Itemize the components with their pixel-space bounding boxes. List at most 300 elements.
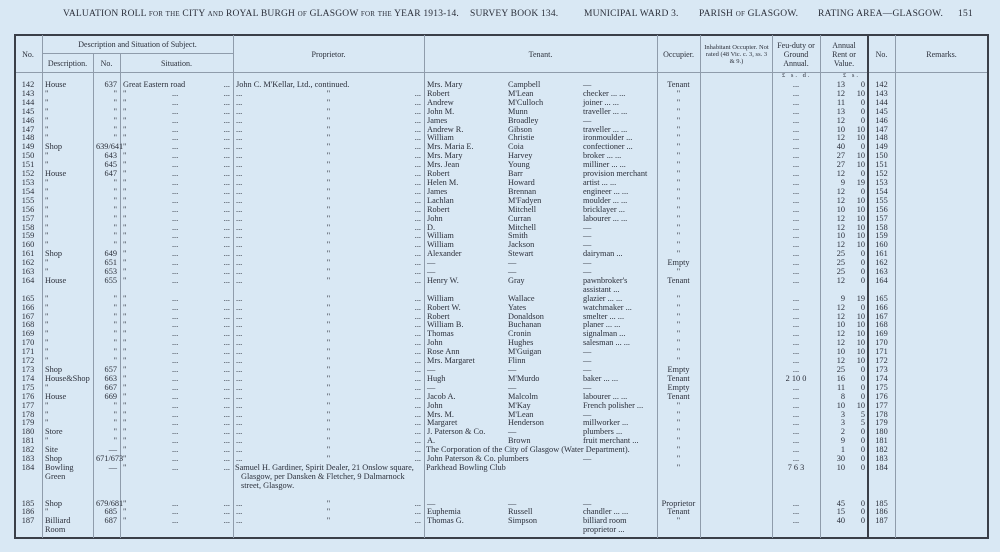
proprietor-part: ... (414, 329, 421, 339)
proprietor-part: ... (236, 293, 243, 303)
rent-pounds: 12 (836, 302, 845, 312)
remarks (895, 348, 988, 357)
situation-part: ... (223, 80, 230, 89)
situation-part: ... (223, 418, 230, 428)
situation-part: ... (171, 293, 179, 303)
feu-duty: ... (792, 302, 800, 312)
street-number: 643 (104, 151, 117, 161)
entry-number: 166 (21, 302, 35, 312)
tenant-first-name: Margaret (427, 418, 458, 428)
rent-pounds: 12 (836, 275, 845, 285)
feu-duty: ... (792, 400, 800, 410)
remarks (895, 197, 988, 206)
proprietor-part: ... (414, 275, 421, 285)
street-number: 653 (104, 267, 117, 277)
rent-shillings: 19 (856, 293, 865, 303)
situation-part: ... (223, 400, 230, 410)
tenant-occupation: — (583, 240, 592, 250)
feu-duty: ... (792, 454, 800, 464)
remarks (895, 366, 988, 375)
entry-number: 154 (21, 186, 35, 196)
rent-shillings: 0 (860, 169, 865, 179)
street-number: " (113, 186, 117, 196)
tenant-first-name: Mrs. Mary (427, 80, 463, 89)
tenant-occupation: — (583, 365, 592, 374)
rent-shillings: 0 (860, 454, 865, 464)
tenant-surname: — (508, 498, 517, 508)
situation-part: ... (223, 311, 230, 321)
tenant-first-name: Robert (427, 311, 450, 321)
entry-number-right: 170 (875, 338, 888, 348)
rent-pounds: 25 (836, 258, 845, 268)
occupier: " (676, 409, 681, 419)
description: " (45, 160, 49, 170)
proprietor-part: " (326, 373, 331, 383)
proprietor-part: " (326, 267, 331, 277)
proprietor-part: ... (414, 293, 421, 303)
entry-number: 175 (21, 382, 35, 392)
rent-pounds: 25 (836, 267, 845, 277)
rent-pounds: 3 (840, 418, 845, 428)
description: " (45, 400, 49, 410)
remarks (895, 179, 988, 188)
rent-pounds: 12 (836, 169, 845, 179)
tenant-name: John Paterson & Co. plumbers (427, 454, 529, 464)
valuation-rows (14, 81, 988, 535)
rent-pounds: 10 (836, 320, 845, 330)
proprietor-part: ... (414, 373, 421, 383)
proprietor-part: " (326, 365, 331, 374)
tenant-first-name: — (427, 267, 436, 277)
proprietor-part: ... (414, 516, 421, 526)
feu-duty: ... (792, 115, 800, 125)
remarks (895, 232, 988, 241)
situation-part: ... (171, 302, 179, 312)
tenant-occupation: pawnbroker's assistant ... (583, 275, 628, 294)
rent-pounds: 27 (836, 151, 845, 161)
rent-pounds: 10 (836, 204, 845, 214)
proprietor-part: ... (236, 97, 243, 107)
street-number: " (113, 213, 117, 223)
entry-number: 182 (21, 445, 35, 455)
entry-number: 179 (21, 418, 35, 428)
annual-rent (820, 517, 868, 535)
proprietor-part: " (326, 391, 331, 401)
inhabitant-occupier (700, 179, 772, 188)
feu-duty: ... (792, 231, 800, 241)
situation-part: ... (223, 373, 230, 383)
situation-part: ... (223, 427, 230, 437)
situation-part: ... (171, 195, 179, 205)
tenant-surname: — (508, 365, 517, 374)
tenant-first-name: Mrs. Mary (427, 151, 463, 161)
entry-number-right: 161 (875, 249, 888, 259)
feu-duty: ... (792, 97, 800, 107)
street-number: " (113, 231, 117, 241)
proprietor-part: " (326, 133, 331, 143)
street-number: — (108, 445, 117, 455)
situation-part: " (123, 258, 127, 268)
entry-number: 187 (21, 516, 35, 526)
situation-part: ... (223, 151, 230, 161)
proprietor-part: " (326, 97, 331, 107)
rent-shillings: 0 (860, 186, 865, 196)
proprietor-part: ... (236, 445, 243, 455)
situation-part: " (123, 454, 127, 464)
tenant-surname: Cronin (508, 329, 532, 339)
rent-shillings: 10 (856, 88, 865, 98)
street-number: " (113, 356, 117, 366)
feu-duty: ... (792, 338, 800, 348)
table-row (14, 517, 988, 535)
inhabitant-occupier (700, 268, 772, 277)
entry-number: 153 (21, 177, 35, 187)
proprietor-part: ... (414, 382, 421, 392)
street-number: " (113, 177, 117, 187)
proprietor-part: ... (414, 177, 421, 187)
situation-part: " (123, 177, 127, 187)
rent-shillings: 10 (856, 320, 865, 330)
street-number: " (113, 222, 117, 232)
tenant-first-name: Helen M. (427, 177, 459, 187)
proprietor-part: John C. M'Kellar, Ltd., continued. (236, 80, 350, 89)
entry-number-right: 186 (875, 507, 888, 517)
occupier: " (676, 436, 681, 446)
description: " (45, 204, 49, 214)
inhabitant-occupier (700, 143, 772, 152)
description: House&Shop (45, 373, 90, 383)
description: " (45, 231, 49, 241)
inhabitant-occupier (700, 500, 772, 509)
tenant-occupation: — (583, 382, 592, 392)
proprietor-part: ... (414, 231, 421, 241)
situation-part: " (123, 115, 127, 125)
proprietor-part: ... (236, 213, 243, 223)
feu-duty: ... (792, 427, 800, 437)
tenant-first-name: John (427, 400, 443, 410)
rent-pounds: 40 (836, 142, 845, 152)
situation-part: ... (171, 133, 179, 143)
occupier: " (676, 338, 681, 348)
remarks (895, 188, 988, 197)
occupier: " (676, 160, 681, 170)
proprietor-part: ... (236, 311, 243, 321)
description: " (45, 302, 49, 312)
tenant-occupation: — (583, 347, 592, 357)
rent-pounds: 12 (836, 195, 845, 205)
situation-part: ... (171, 347, 179, 357)
rent-pounds: 12 (836, 240, 845, 250)
proprietor-part: ... (236, 427, 243, 437)
table-row (14, 277, 988, 295)
entry-number: 171 (21, 347, 35, 357)
tenant-first-name: Mrs. Jean (427, 160, 460, 170)
situation-part: " (123, 445, 127, 455)
situation-part: ... (171, 391, 179, 401)
annual-rent (820, 277, 868, 295)
street-number: " (113, 195, 117, 205)
situation-part: ... (223, 445, 230, 455)
occupier: " (676, 231, 681, 241)
entry-number-right: 144 (875, 97, 888, 107)
tenant-surname: — (508, 258, 517, 268)
proprietor-part: " (326, 356, 331, 366)
proprietor-part: " (326, 222, 331, 232)
situation-part: " (123, 275, 127, 285)
description: Site (45, 445, 58, 455)
feu-duty: 7 6 3 (787, 462, 805, 472)
entry-number: 160 (21, 240, 35, 250)
occupier: " (676, 177, 681, 187)
rent-pounds: 25 (836, 249, 845, 259)
inhabitant-occupier (700, 393, 772, 402)
inhabitant-occupier (700, 455, 772, 464)
street-number: " (113, 106, 117, 116)
inhabitant-occupier (700, 224, 772, 233)
description: " (45, 115, 49, 125)
tenant-occupation: — (583, 231, 592, 241)
feu-units: £ s. d. (782, 72, 812, 79)
rent-shillings: 10 (856, 160, 865, 170)
proprietor-part: " (326, 258, 331, 268)
description: House (45, 169, 67, 179)
rent-shillings: 0 (860, 97, 865, 107)
remarks (895, 402, 988, 411)
entry-number-right: 185 (875, 498, 888, 508)
inhabitant-occupier (700, 437, 772, 446)
situation-part: " (123, 133, 127, 143)
entry-number-right: 167 (875, 311, 888, 321)
tenant-surname: Yates (508, 302, 527, 312)
tenant-first-name: Thomas (427, 329, 454, 339)
situation-part: ... (171, 338, 179, 348)
street-number: " (113, 204, 117, 214)
tenant-surname: Brown (508, 436, 531, 446)
occupier: " (676, 329, 681, 339)
proprietor-part: ... (236, 142, 243, 152)
tenant-first-name: Andrew R. (427, 124, 464, 134)
proprietor-part: ... (414, 258, 421, 268)
tenant-occupation: checker ... ... (583, 88, 626, 98)
proprietor-part: ... (414, 151, 421, 161)
entry-number-right: 184 (875, 462, 888, 472)
rent-shillings: 10 (856, 222, 865, 232)
inhabitant-occupier (700, 366, 772, 375)
situation-part: ... (223, 320, 230, 330)
rent-shillings: 0 (860, 258, 865, 268)
situation-part: " (123, 231, 127, 241)
rent-shillings: 0 (860, 106, 865, 116)
remarks (895, 99, 988, 108)
tenant-surname: M'Culloch (508, 97, 544, 107)
entry-number: 143 (21, 88, 35, 98)
rent-pounds: 15 (836, 507, 845, 517)
remarks (895, 339, 988, 348)
rent-shillings: 10 (856, 124, 865, 134)
tenant-first-name: — (427, 365, 436, 374)
description: " (45, 213, 49, 223)
rent-shillings: 0 (860, 80, 865, 89)
rent-shillings: 0 (860, 507, 865, 517)
description: " (45, 240, 49, 250)
description: " (45, 88, 49, 98)
occupier: " (676, 454, 681, 464)
tenant-surname: Donaldson (508, 311, 544, 321)
proprietor-part: " (326, 195, 331, 205)
tenant-surname: Coia (508, 142, 524, 152)
tenant-occupation: glazier ... ... (583, 293, 623, 303)
proprietor-part: ... (414, 498, 421, 508)
remarks (895, 117, 988, 126)
inhabitant-occupier (700, 517, 772, 535)
rent-shillings: 0 (860, 275, 865, 285)
proprietor-part: ... (236, 186, 243, 196)
situation-part: ... (171, 88, 179, 98)
description: " (45, 195, 49, 205)
feu-duty: ... (792, 106, 800, 116)
description: Store (45, 427, 63, 437)
situation-part: ... (171, 160, 179, 170)
proprietor: Samuel H. Gardiner, Spirit Dealer, 21 Onslow square, Glasgow, per Dansken & Fletcher, 9 Dalmarnock street, Glasgow. (235, 462, 414, 490)
inhabitant-occupier (700, 152, 772, 161)
entry-number: 186 (21, 507, 35, 517)
proprietor-part: " (326, 427, 331, 437)
proprietor-part: ... (414, 445, 421, 455)
rent-pounds: 12 (836, 329, 845, 339)
situation-part: ... (223, 115, 230, 125)
entry-number: 173 (21, 365, 35, 374)
situation-part: ... (223, 222, 230, 232)
feu-duty: ... (792, 186, 800, 196)
situation-part: " (123, 88, 127, 98)
proprietor-part: ... (414, 507, 421, 517)
tenant-surname: M'Murdo (508, 373, 540, 383)
remarks (895, 90, 988, 99)
situation-part: ... (171, 97, 179, 107)
entry-number: 181 (21, 436, 35, 446)
entry-number-right: 166 (875, 302, 888, 312)
feu-duty: ... (792, 507, 800, 517)
proprietor-part: " (326, 213, 331, 223)
situation-part: " (123, 267, 127, 277)
entry-number-right: 156 (875, 204, 888, 214)
situation-part: ... (223, 258, 230, 268)
situation-part: ... (171, 258, 179, 268)
entry-number-right: 165 (875, 293, 888, 303)
situation-part: " (123, 293, 127, 303)
situation-part: " (123, 427, 127, 437)
situation-part: ... (171, 186, 179, 196)
proprietor-part: ... (414, 302, 421, 312)
tenant-first-name: Henry W. (427, 275, 459, 285)
entry-number-right: 145 (875, 106, 888, 116)
tenant-surname: Jackson (508, 240, 535, 250)
situation-part: ... (171, 445, 179, 455)
situation-part: " (123, 382, 127, 392)
remarks (895, 224, 988, 233)
entry-number-right: 162 (875, 258, 888, 268)
tenant-occupation: signalman ... (583, 329, 626, 339)
inhabitant-occupier (700, 206, 772, 215)
proprietor-part: " (326, 169, 331, 179)
entry-number: 185 (21, 498, 35, 508)
situation-part: " (123, 373, 127, 383)
situation-part: " (123, 436, 127, 446)
occupier: " (676, 204, 681, 214)
rent-shillings: 0 (860, 267, 865, 277)
tenant-surname: Barr (508, 169, 523, 179)
proprietor-part: ... (236, 382, 243, 392)
rent-shillings: 10 (856, 204, 865, 214)
situation-part: ... (171, 124, 179, 134)
situation-part: ... (171, 151, 179, 161)
rent-pounds: 25 (836, 365, 845, 374)
entry-number-right: 171 (875, 347, 888, 357)
tenant-occupation: dairyman ... (583, 249, 623, 259)
tenant-occupation: smelter ... ... (583, 311, 625, 321)
entry-number: 165 (21, 293, 35, 303)
proprietor-part: ... (236, 391, 243, 401)
tenant-first-name: Alexander (427, 249, 462, 259)
annual-rent (820, 464, 868, 491)
occupier: Tenant (667, 80, 690, 89)
description: " (45, 338, 49, 348)
situation-part: " (123, 409, 127, 419)
tenant-first-name: William B. (427, 320, 464, 330)
proprietor-part: " (326, 115, 331, 125)
proprietor-part: ... (236, 516, 243, 526)
occupier: " (676, 142, 681, 152)
tenant-first-name: Hugh (427, 373, 446, 383)
situation-part: ... (223, 106, 230, 116)
remarks (895, 126, 988, 135)
proprietor-part: ... (414, 169, 421, 179)
proprietor-part: ... (414, 347, 421, 357)
remarks (895, 206, 988, 215)
street-number: " (113, 427, 117, 437)
tenant-first-name: Lachlan (427, 195, 454, 205)
proprietor-part: ... (236, 249, 243, 259)
inhabitant-occupier (700, 134, 772, 143)
feu-duty: ... (792, 133, 800, 143)
proprietor-part: ... (236, 320, 243, 330)
tenant-occupation: watchmaker ... (583, 302, 632, 312)
proprietor-part: " (326, 186, 331, 196)
inhabitant-occupier (700, 215, 772, 224)
rent-pounds: 12 (836, 311, 845, 321)
remarks (895, 143, 988, 152)
tenant-surname: Flinn (508, 356, 526, 366)
proprietor-part: ... (236, 498, 243, 508)
situation-part: ... (223, 249, 230, 259)
description: House (45, 391, 67, 401)
situation-part: " (123, 249, 127, 259)
remarks (895, 411, 988, 420)
feu-duty: ... (792, 320, 800, 330)
situation-part: " (123, 160, 127, 170)
remarks (895, 517, 988, 535)
tenant-first-name: Mrs. Margaret (427, 356, 475, 366)
occupier: " (676, 400, 681, 410)
tenant-surname: Henderson (508, 418, 544, 428)
remarks (895, 428, 988, 437)
rent-shillings: 10 (856, 151, 865, 161)
description: " (45, 177, 49, 187)
remarks (895, 170, 988, 179)
tenant-first-name: John (427, 338, 443, 348)
situation-part: ... (223, 267, 230, 277)
occupier: " (676, 222, 681, 232)
